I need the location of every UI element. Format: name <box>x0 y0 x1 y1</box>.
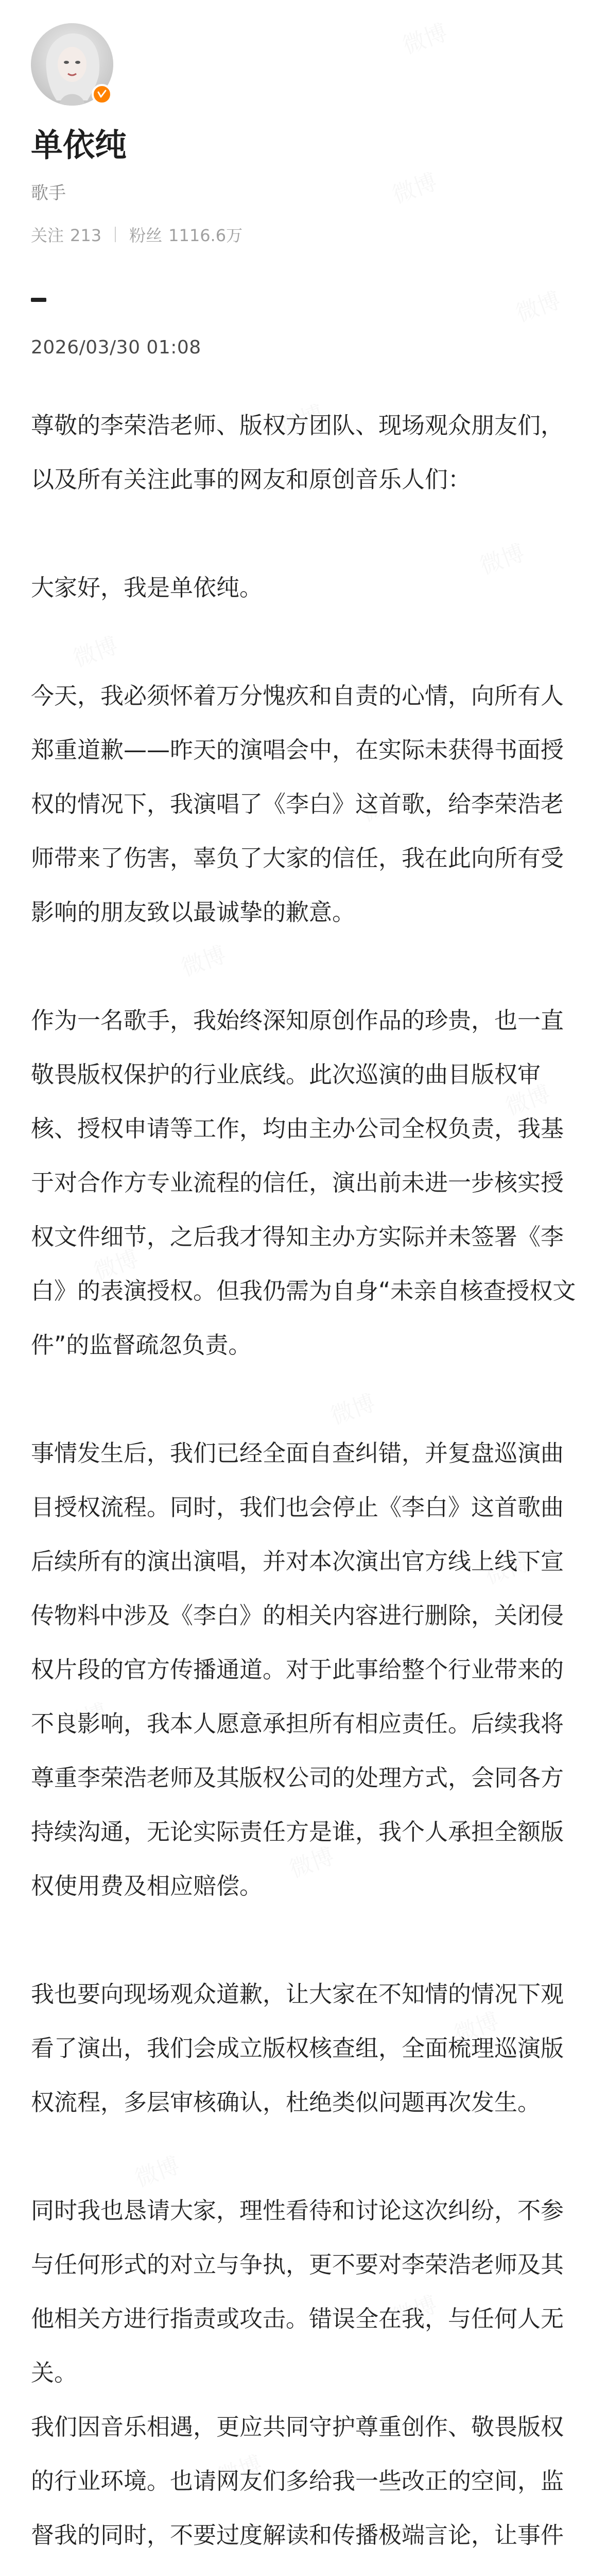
profile-stats <box>31 223 576 246</box>
verified-badge-icon <box>92 84 112 105</box>
post-paragraph: 我们因音乐相遇，更应共同守护尊重创作、敬畏版权的行业环境。也请网友们多给我一些改正的空间，监督我的同时，不要过度解读和传播极端言论，让事件 <box>31 2413 564 2549</box>
post-paragraph: 我也要向现场观众道歉，让大家在不知情的情况下观看了演出，我们会成立版权核查组，全面梳理巡演版权流程，多层审核确认，杜绝类似问题再次发生。 <box>31 1980 564 2116</box>
verified-v-icon <box>96 89 108 100</box>
post-paragraph: 作为一名歌手，我始终深知原创作品的珍贵，也一直敬畏版权保护的行业底线。此次巡演的曲目版权审核、授权申请等工作，均由主办公司全权负责，我基于对合作方专业流程的信任，演出前未进一步核实授权文件细节，之后我才得知主办方实际并未签署《李白》的表演授权。但我仍需为自身“未亲自核查授权文件”的监督疏忽负责。 <box>31 1007 576 1359</box>
post-paragraph: 今天，我必须怀着万分愧疚和自责的心情，向所有人郑重道歉——昨天的演唱会中，在实际未获得书面授权的情况下，我演唱了《李白》这首歌，给李荣浩老师带来了伤害，辜负了大家的信任，我在此向所有受影响的朋友致以最诚挚的歉意。 <box>31 682 564 926</box>
section-divider <box>31 298 46 302</box>
followers-count: 1116.6万 <box>168 226 243 246</box>
post-paragraph: 同时我也恳请大家，理性看待和讨论这次纠纷，不参与任何形式的对立与争执，更不要对李荣浩老师及其他相关方进行指责或攻击。错误全在我，与任何人无关。 <box>31 2197 564 2387</box>
following-count: 213 <box>70 226 102 246</box>
following-stat[interactable] <box>31 223 101 246</box>
profile-role: 歌手 <box>31 183 66 204</box>
post-paragraph: 大家好，我是单依纯。 <box>31 574 263 602</box>
following-label: 关注 <box>31 226 64 246</box>
stats-divider <box>115 227 116 242</box>
followers-label: 粉丝 <box>129 226 163 246</box>
profile-header <box>31 0 576 246</box>
post-paragraph: 事情发生后，我们已经全面自查纠错，并复盘巡演曲目授权流程。同时，我们也会停止《李白》这首歌曲后续所有的演出演唱，并对本次演出官方线上线下宣传物料中涉及《李白》的相关内容进行删除，关闭侵权片段的官方传播通道。对于此事给整个行业带来的不良影响，我本人愿意承担所有相应责任。后续我将尊重李荣浩老师及其版权公司的处理方式，会同各方持续沟通，无论实际责任方是谁，我个人承担全额版权使用费及相应赔偿。 <box>31 1439 564 1900</box>
watermark-text <box>511 282 565 328</box>
avatar-container[interactable] <box>31 23 113 106</box>
post-paragraph: 尊敬的李荣浩老师、版权方团队、现场观众朋友们，以及所有关注此事的网友和原创音乐人们： <box>31 412 564 494</box>
followers-stat[interactable] <box>129 223 242 246</box>
profile-name[interactable]: 单依纯 <box>31 126 127 164</box>
post-date: 2026/03/30 01:08 <box>31 337 201 359</box>
post-content <box>31 398 576 2576</box>
